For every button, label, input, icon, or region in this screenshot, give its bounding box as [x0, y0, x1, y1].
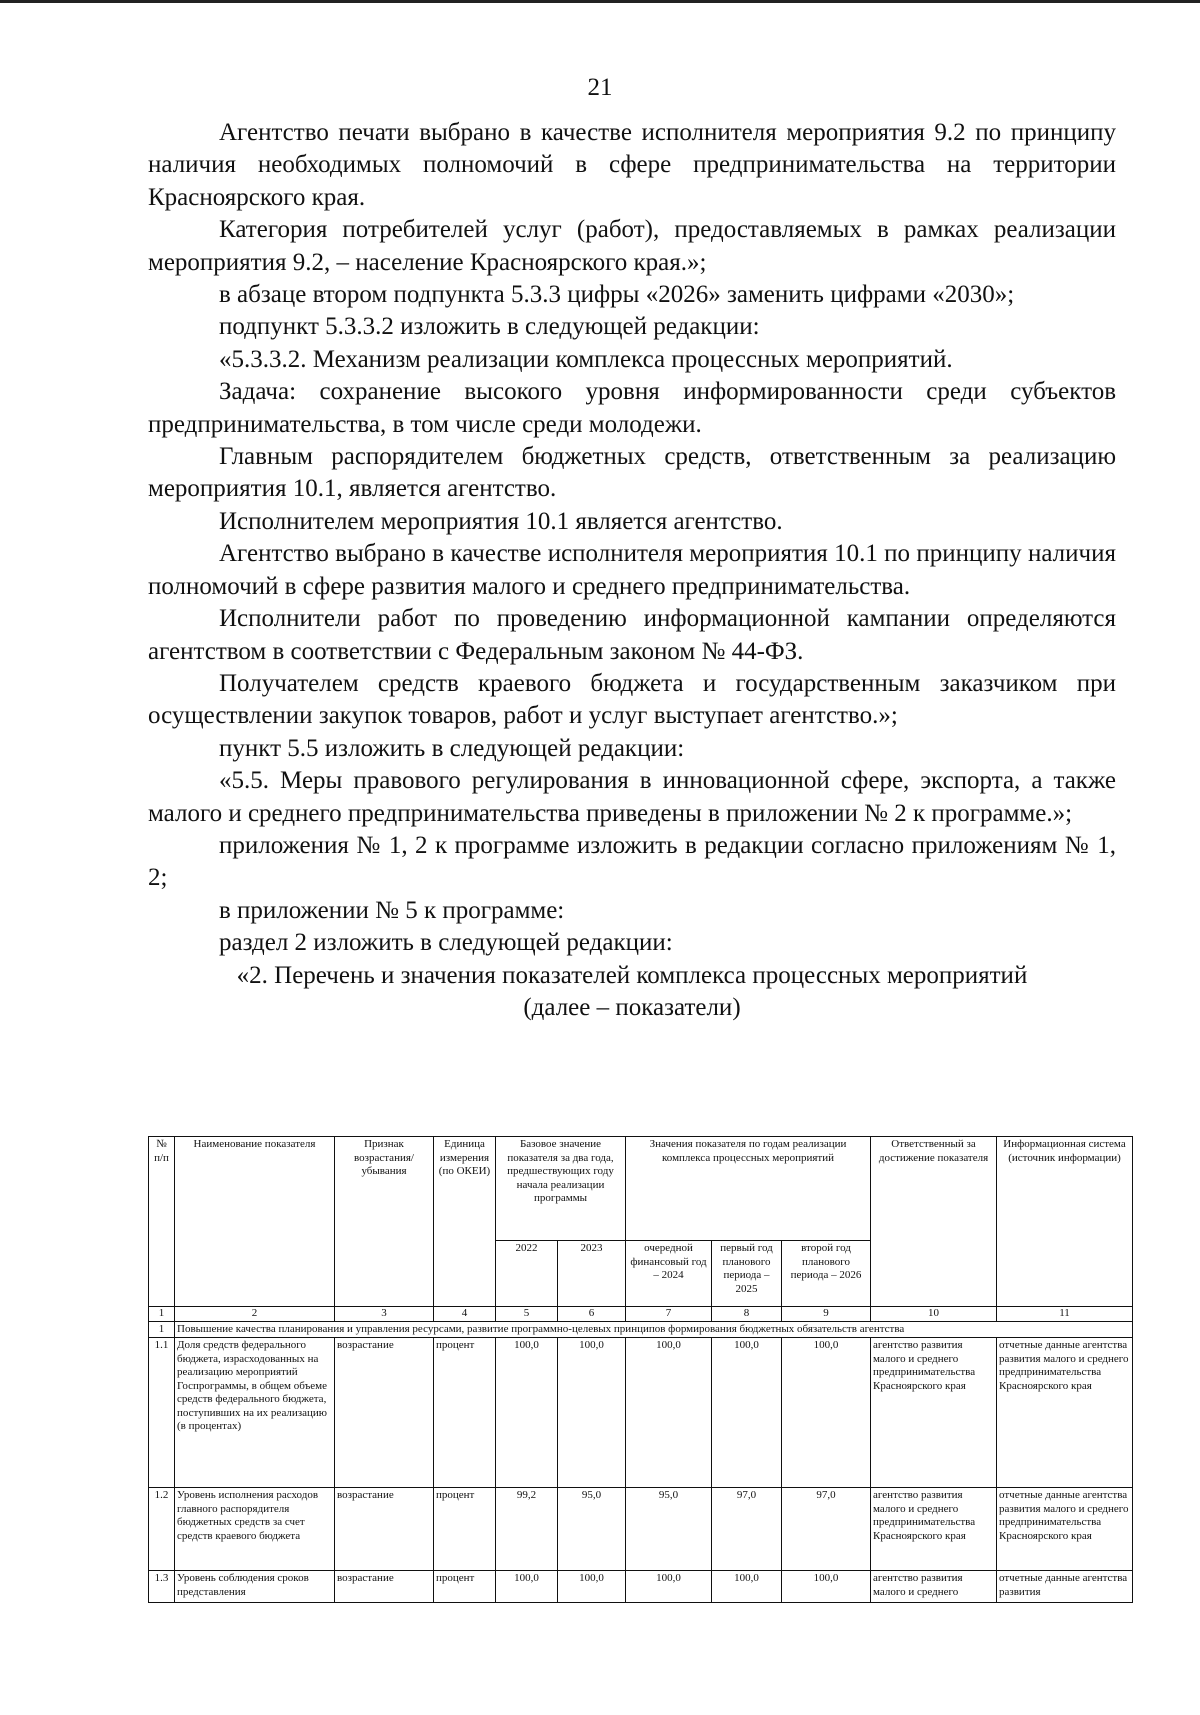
column-numbers-row — [149, 1307, 1133, 1322]
value-2023: 100,0 — [558, 1338, 626, 1488]
page-number: 21 — [587, 74, 613, 101]
section-heading-line2: (далее – показатели) — [523, 993, 741, 1021]
value-2022: 99,2 — [496, 1488, 558, 1571]
section-number: 1 — [149, 1321, 175, 1338]
paragraph: «5.3.3.2. Механизм реализации комплекса процессных мероприятий. — [219, 345, 953, 373]
indicator-unit: процент — [434, 1571, 496, 1603]
indicator-name: Уровень исполнения расходов главного распорядителя бюджетных средств за счет средств краевого бюджета — [175, 1488, 335, 1571]
header-year-2022: 2022 — [496, 1241, 558, 1307]
value-2026: 100,0 — [782, 1571, 871, 1603]
paragraph: «5.5. Меры правового регулирования в инновационной сфере, экспорта, а также малого и среднего предпринимательства приведены в приложении № 2 к программе.»; — [148, 767, 1116, 827]
header-base-value: Базовое значение показателя за два года, предшествующих году начала реализации программы — [496, 1137, 626, 1241]
column-number: 11 — [997, 1307, 1133, 1322]
header-source: Информационная система (источник информации) — [997, 1137, 1133, 1307]
column-number: 7 — [626, 1307, 712, 1322]
header-trend: Признак возрастания/ убывания — [335, 1137, 434, 1307]
paragraph: Исполнители работ по проведению информационной кампании определяются агентством в соответствии с Федеральным законом № 44-ФЗ. — [148, 605, 1116, 665]
column-number: 10 — [871, 1307, 997, 1322]
column-number: 9 — [782, 1307, 871, 1322]
indicator-name: Уровень соблюдения сроков представления — [175, 1571, 335, 1603]
value-2024: 100,0 — [626, 1338, 712, 1488]
header-name: Наименование показателя — [175, 1137, 335, 1307]
row-number: 1.3 — [149, 1571, 175, 1603]
paragraph: подпункт 5.3.3.2 изложить в следующей редакции: — [219, 313, 760, 341]
column-number: 5 — [496, 1307, 558, 1322]
section-row — [149, 1321, 1133, 1338]
header-values-by-year: Значения показателя по годам реализации комплекса процессных мероприятий — [626, 1137, 871, 1241]
indicator-responsible: агентство развития малого и среднего предпринимательства Красноярского края — [871, 1488, 997, 1571]
table-row — [149, 1571, 1133, 1603]
value-2025: 100,0 — [712, 1571, 782, 1603]
indicator-unit: процент — [434, 1338, 496, 1488]
indicator-source: отчетные данные агентства развития малого и среднего предпринимательства Красноярского края — [997, 1338, 1133, 1488]
indicator-trend: возрастание — [335, 1338, 434, 1488]
paragraph: пункт 5.5 изложить в следующей редакции: — [219, 734, 685, 762]
row-number: 1.2 — [149, 1488, 175, 1571]
indicator-source: отчетные данные агентства развития малого и среднего предпринимательства Красноярского края — [997, 1488, 1133, 1571]
section-heading-line1: «2. Перечень и значения показателей комплекса процессных мероприятий — [236, 961, 1028, 989]
indicator-source: отчетные данные агентства развития — [997, 1571, 1133, 1603]
paragraph: в приложении № 5 к программе: — [219, 896, 565, 924]
value-2022: 100,0 — [496, 1571, 558, 1603]
table-row — [149, 1488, 1133, 1571]
value-2024: 95,0 — [626, 1488, 712, 1571]
table-row — [149, 1338, 1133, 1488]
header-year-2026: второй год планового периода – 2026 — [782, 1241, 871, 1307]
value-2023: 100,0 — [558, 1571, 626, 1603]
indicator-responsible: агентство развития малого и среднего предпринимательства Красноярского края — [871, 1338, 997, 1488]
header-number: № п/п — [149, 1137, 175, 1307]
table-header-row — [149, 1137, 1133, 1241]
header-unit: Единица измерения (по ОКЕИ) — [434, 1137, 496, 1307]
indicator-name: Доля средств федерального бюджета, израсходованных на реализацию мероприятий Госпрограммы, в общем объеме средств федерального бюджета, поступивших на их реализацию (в процентах) — [175, 1338, 335, 1488]
value-2024: 100,0 — [626, 1571, 712, 1603]
indicator-unit: процент — [434, 1488, 496, 1571]
indicator-responsible: агентство развития малого и среднего — [871, 1571, 997, 1603]
paragraph: Агентство печати выбрано в качестве исполнителя мероприятия 9.2 по принципу наличия необходимых полномочий в сфере предпринимательства на территории Красноярского края. — [148, 119, 1116, 211]
value-2026: 97,0 — [782, 1488, 871, 1571]
column-number: 4 — [434, 1307, 496, 1322]
section-title: Повышение качества планирования и управления ресурсами, развитие программно-целевых принципов формирования бюджетных обязательств агентства — [175, 1321, 1133, 1338]
paragraph: раздел 2 изложить в следующей редакции: — [219, 929, 673, 957]
header-year-2024: очередной финансовый год – 2024 — [626, 1241, 712, 1307]
paragraph: в абзаце втором подпункта 5.3.3 цифры «2026» заменить цифрами «2030»; — [219, 281, 1015, 309]
value-2026: 100,0 — [782, 1338, 871, 1488]
column-number: 6 — [558, 1307, 626, 1322]
paragraph: Агентство выбрано в качестве исполнителя мероприятия 10.1 по принципу наличия полномочий в сфере развития малого и среднего предпринимательства. — [148, 540, 1116, 600]
header-year-2025: первый год планового периода – 2025 — [712, 1241, 782, 1307]
page-top-border — [0, 0, 1200, 3]
column-number: 3 — [335, 1307, 434, 1322]
section-heading — [148, 960, 1116, 1024]
column-number: 2 — [175, 1307, 335, 1322]
indicator-trend: возрастание — [335, 1571, 434, 1603]
header-responsible: Ответственный за достижение показателя — [871, 1137, 997, 1307]
paragraph: Категория потребителей услуг (работ), предоставляемых в рамках реализации мероприятия 9.2, – население Красноярского края.»; — [148, 216, 1116, 276]
value-2022: 100,0 — [496, 1338, 558, 1488]
value-2025: 97,0 — [712, 1488, 782, 1571]
indicators-table — [148, 1136, 1133, 1603]
paragraph: Задача: сохранение высокого уровня информированности среди субъектов предпринимательства, в том числе среди молодежи. — [148, 378, 1116, 438]
document-body — [148, 117, 1116, 1024]
indicator-trend: возрастание — [335, 1488, 434, 1571]
column-number: 1 — [149, 1307, 175, 1322]
paragraph: Главным распорядителем бюджетных средств, ответственным за реализацию мероприятия 10.1, является агентство. — [148, 443, 1116, 503]
paragraph: Получателем средств краевого бюджета и государственным заказчиком при осуществлении закупок товаров, работ и услуг выступает агентство.»; — [148, 669, 1116, 730]
column-number: 8 — [712, 1307, 782, 1322]
value-2023: 95,0 — [558, 1488, 626, 1571]
row-number: 1.1 — [149, 1338, 175, 1488]
paragraph: приложения № 1, 2 к программе изложить в редакции согласно приложениям № 1, 2; — [148, 831, 1116, 892]
paragraph: Исполнителем мероприятия 10.1 является агентство. — [219, 507, 783, 535]
value-2025: 100,0 — [712, 1338, 782, 1488]
header-year-2023: 2023 — [558, 1241, 626, 1307]
